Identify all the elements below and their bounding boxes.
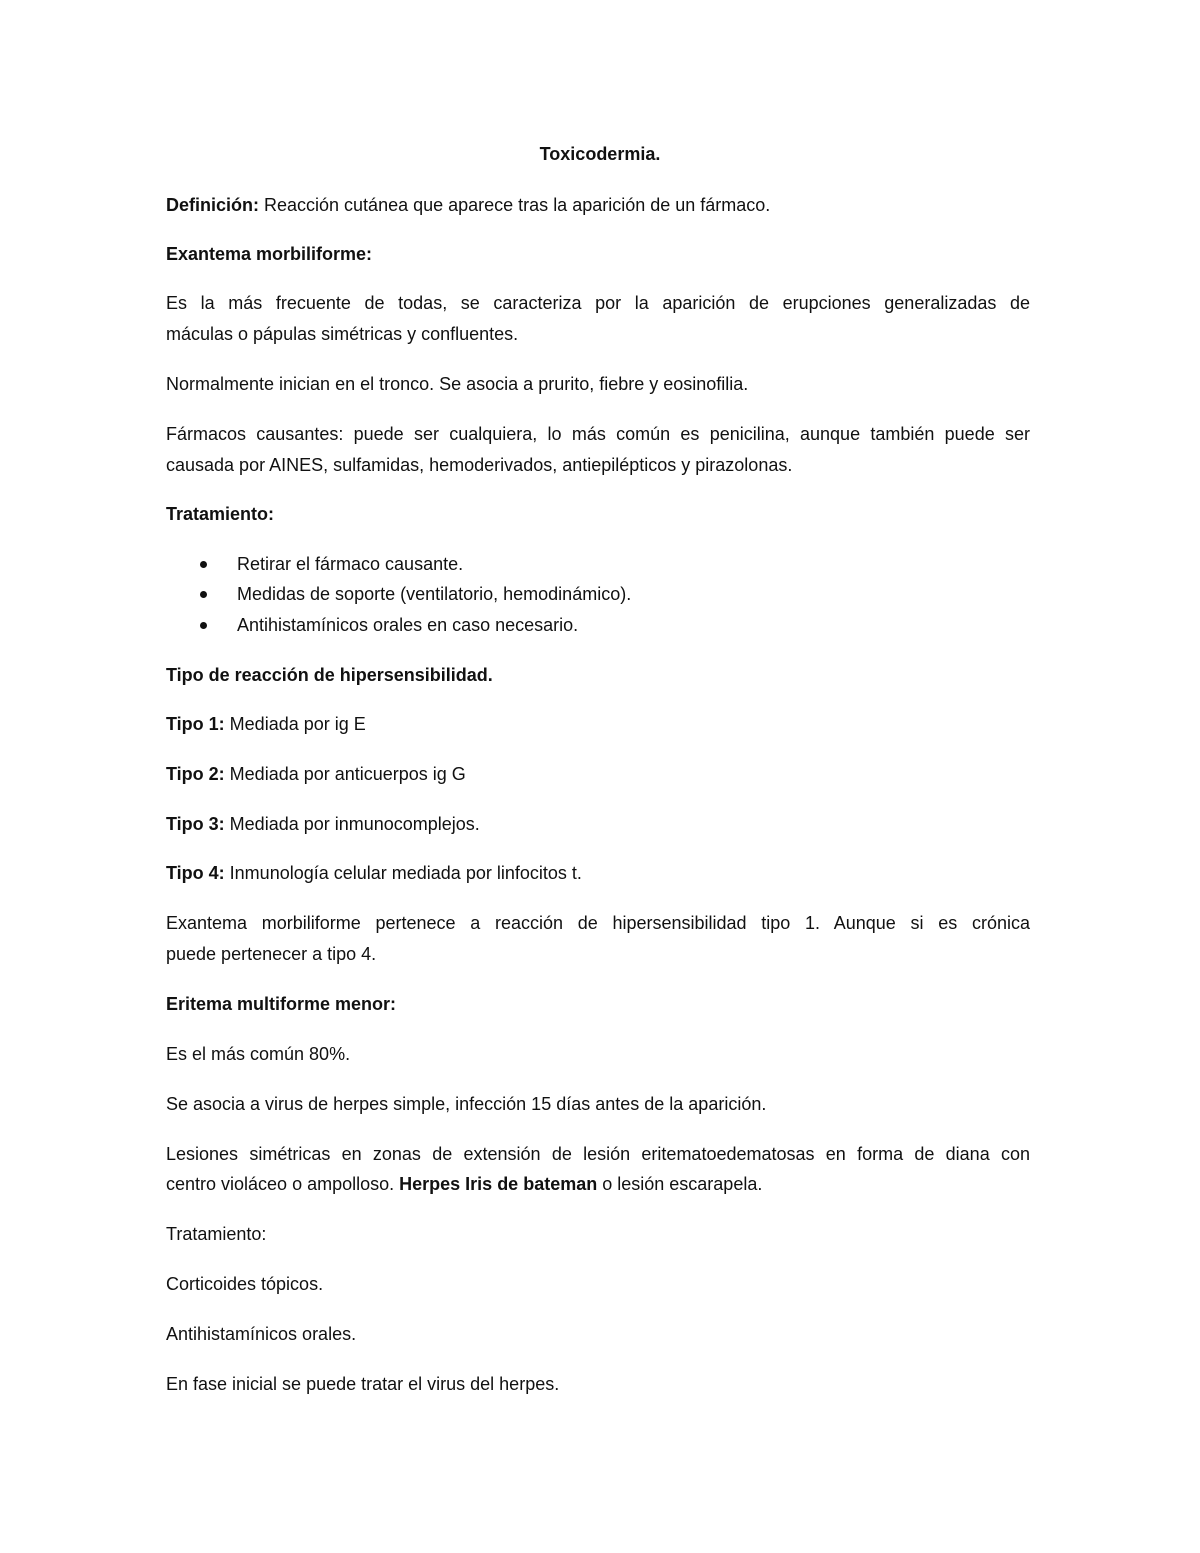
herpes-iris-term: Herpes Iris de bateman xyxy=(399,1174,598,1194)
eritema-text: o lesión escarapela. xyxy=(597,1174,763,1194)
eritema-paragraph-2: Se asocia a virus de herpes simple, infección 15 días antes de la aparición. xyxy=(166,1094,767,1114)
hypersensitivity-note-line-2: puede pertenecer a tipo 4. xyxy=(166,944,377,964)
type-text: Mediada por ig E xyxy=(224,714,366,734)
eritema-treatment-3: En fase inicial se puede tratar el virus del herpes. xyxy=(166,1374,560,1394)
definition-paragraph xyxy=(166,194,770,216)
type-label: Tipo 1: xyxy=(166,714,225,734)
type-label: Tipo 4: xyxy=(166,863,225,883)
exantema-paragraph-3-line-2: causada por AINES, sulfamidas, hemoderivados, antiepilépticos y pirazolonas. xyxy=(166,455,793,475)
type-text: Mediada por anticuerpos ig G xyxy=(224,764,466,784)
list-item-text: Retirar el fármaco causante. xyxy=(237,554,464,574)
list-item-text: Antihistamínicos orales en caso necesario. xyxy=(237,615,579,635)
eritema-treatment-label: Tratamiento: xyxy=(166,1224,267,1244)
type-label: Tipo 3: xyxy=(166,814,225,834)
type-3-line xyxy=(166,813,480,835)
bullet-icon xyxy=(200,622,207,629)
eritema-treatment-1: Corticoides tópicos. xyxy=(166,1274,324,1294)
eritema-text: centro violáceo o ampolloso. xyxy=(166,1174,400,1194)
exantema-paragraph-2: Normalmente inician en el tronco. Se asocia a prurito, fiebre y eosinofilia. xyxy=(166,374,749,394)
type-1-line xyxy=(166,713,366,735)
exantema-paragraph-3-line-1: Fármacos causantes: puede ser cualquiera, lo más común es penicilina, aunque también puede ser xyxy=(166,424,1030,444)
type-2-line xyxy=(166,763,466,785)
type-4-line xyxy=(166,862,582,884)
bullet-icon xyxy=(200,591,207,598)
exantema-paragraph-1-line-1: Es la más frecuente de todas, se caracteriza por la aparición de erupciones generalizadas de xyxy=(166,293,1030,313)
definition-label: Definición: xyxy=(166,195,259,215)
treatment-heading: Tratamiento: xyxy=(166,504,275,524)
document-title: Toxicodermia. xyxy=(539,144,661,164)
type-text: Inmunología celular mediada por linfocitos t. xyxy=(224,863,582,883)
exantema-paragraph-1-line-2: máculas o pápulas simétricas y confluentes. xyxy=(166,324,519,344)
hypersensitivity-note-line-1: Exantema morbiliforme pertenece a reacción de hipersensibilidad tipo 1. Aunque si es crónica xyxy=(166,913,1030,933)
eritema-heading: Eritema multiforme menor: xyxy=(166,994,397,1014)
eritema-treatment-2: Antihistamínicos orales. xyxy=(166,1324,357,1344)
hypersensitivity-heading: Tipo de reacción de hipersensibilidad. xyxy=(166,665,493,685)
bullet-icon xyxy=(200,561,207,568)
definition-text: Reacción cutánea que aparece tras la aparición de un fármaco. xyxy=(259,195,771,215)
exantema-heading: Exantema morbiliforme: xyxy=(166,244,373,264)
type-label: Tipo 2: xyxy=(166,764,225,784)
type-text: Mediada por inmunocomplejos. xyxy=(224,814,480,834)
eritema-paragraph-1: Es el más común 80%. xyxy=(166,1044,351,1064)
eritema-paragraph-3-line-1: Lesiones simétricas en zonas de extensión de lesión eritematoedematosas en forma de diana con xyxy=(166,1144,1030,1164)
eritema-paragraph-3-line-2 xyxy=(166,1173,762,1195)
list-item-text: Medidas de soporte (ventilatorio, hemodinámico). xyxy=(237,584,632,604)
